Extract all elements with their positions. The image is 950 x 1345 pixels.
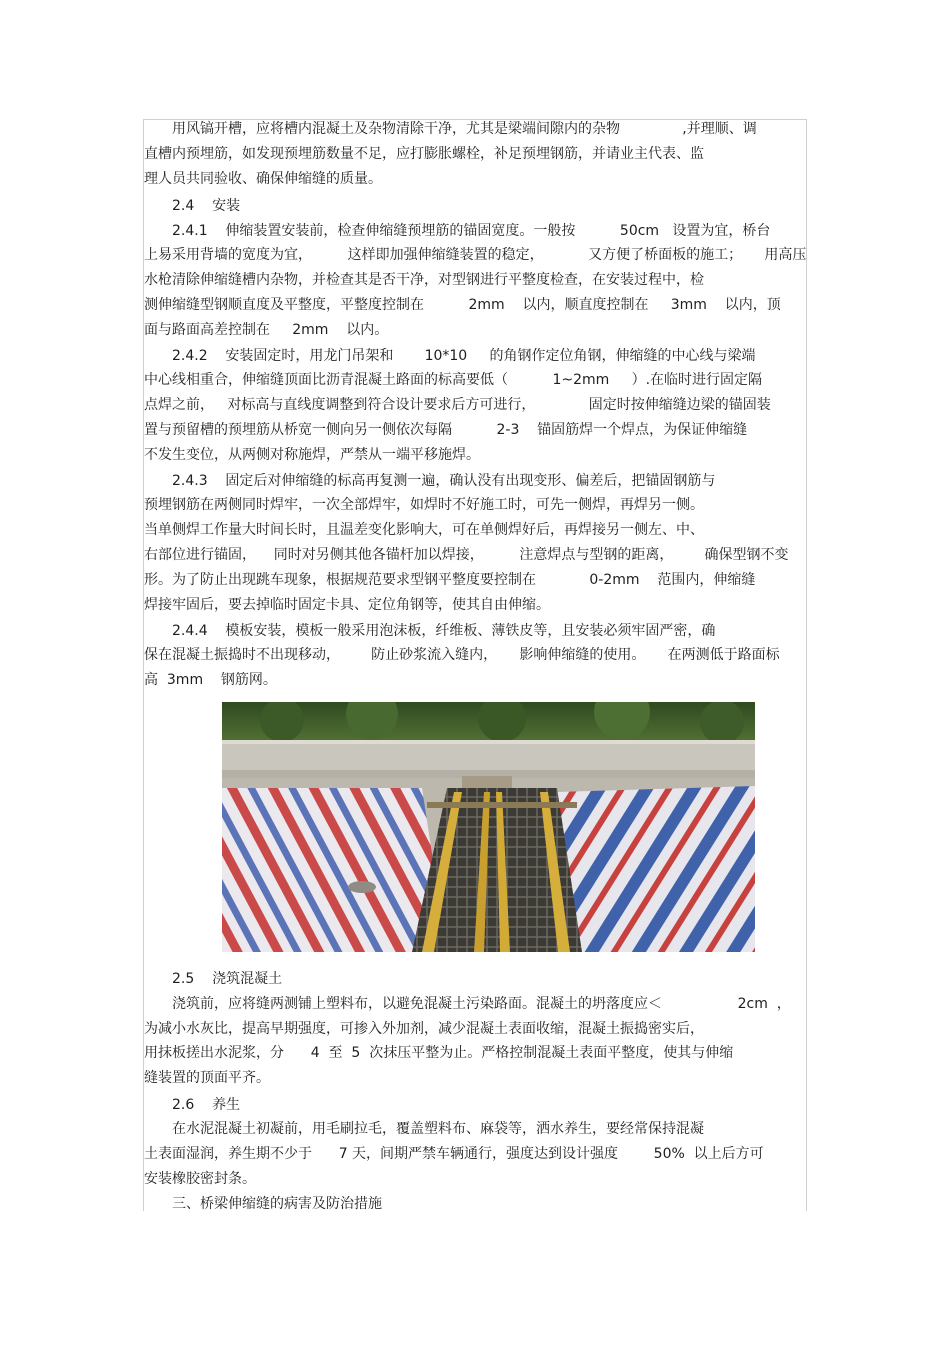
positioning-angle-steel <box>427 802 577 808</box>
text-line: 在水泥混凝土初凝前，用毛刷拉毛，覆盖塑料布、麻袋等，洒水养生，要经常保持混凝 <box>172 1121 704 1137</box>
text-line: 浇筑前，应将缝两测铺上塑料布，以避免混凝土污染路面。混凝土的坍落度应＜ 2cm ， <box>172 996 791 1012</box>
text-line: 点焊之前， 对标高与直线度调整到符合设计要求后方可进行， 固定时按伸缩缝边梁的锚固装 <box>144 397 771 413</box>
text-line: 理人员共同验收、确保伸缩缝的质量。 <box>144 171 382 187</box>
text-line: 水枪清除伸缩缝槽内杂物，并检查其是否干净，对型钢进行平整度检查，在安装过程中，检 <box>144 272 704 288</box>
text-line: 2.4.2 安装固定时，用龙门吊架和 10*10 的角钢作定位角钢，伸缩缝的中心线与梁端 <box>172 348 756 364</box>
expansion-joint-photo-illustration <box>222 702 755 952</box>
text-line: 用抹板搓出水泥浆，分 4 至 5 次抹压平整为止。严格控制混凝土表面平整度，使其与伸缩 <box>144 1045 734 1061</box>
bridge-parapet <box>222 740 755 774</box>
tarp-left <box>222 788 447 952</box>
text-line: 当单侧焊工作量大时间长时，且温差变化影响大，可在单侧焊好后，再焊接另一侧左、中、 <box>144 522 704 538</box>
text-line: 预埋钢筋在两侧同时焊牢，一次全部焊牢，如焊时不好施工时，可先一侧焊，再焊另一侧。 <box>144 497 704 513</box>
text-line: 2.4.4 模板安装，模板一般采用泡沫板，纤维板、薄铁皮等，且安装必须牢固严密，确 <box>172 623 716 639</box>
text-line: 置与预留槽的预埋筋从桥宽一侧向另一侧依次每隔 2-3 锚固筋焊一个焊点，为保证伸缩缝 <box>144 422 748 438</box>
text-line: 面与路面高差控制在 2mm 以内。 <box>144 322 389 338</box>
text-line: 形。为了防止出现跳车现象，根据规范要求型钢平整度要控制在 0-2mm 范围内，伸缩缝 <box>144 572 756 588</box>
text-line: 上易采用背墙的宽度为宜， 这样即加强伸缩缝装置的稳定， 又方便了桥面板的施工； 用高压 <box>144 247 807 263</box>
text-line: 直槽内预埋筋，如发现预埋筋数量不足，应打膨胀螺栓，补足预埋钢筋，并请业主代表、监 <box>144 146 704 162</box>
text-line: 安装橡胶密封条。 <box>144 1171 256 1187</box>
text-line: 用风镐开槽，应将槽内混凝土及杂物清除干净，尤其是梁端间隙内的杂物 ,并理顺、调 <box>172 121 757 137</box>
text-line: 保在混凝土振捣时不出现移动， 防止砂浆流入缝内， 影响伸缩缝的使用。 在两测低于路面标 <box>144 647 780 663</box>
section-heading: 2.6 养生 <box>172 1097 241 1113</box>
section-heading: 2.5 浇筑混凝土 <box>172 971 283 987</box>
chapter-heading: 三、桥梁伸缩缝的病害及防治措施 <box>172 1196 382 1212</box>
text-line: 2.4.3 固定后对伸缩缝的标高再复测一遍，确认没有出现变形、偏差后，把锚固钢筋与 <box>172 473 716 489</box>
text-line: 土表面湿润，养生期不少于 7 天，间期严禁车辆通行，强度达到设计强度 50% 以上后方可 <box>144 1146 764 1162</box>
section-heading: 2.4 安装 <box>172 198 241 214</box>
page-frame-right <box>806 119 807 1211</box>
text-line: 2.4.1 伸缩装置安装前，检查伸缩缝预埋筋的锚固宽度。一般按 50cm 设置为宜，桥台 <box>172 223 771 239</box>
text-line: 高 3mm 钢筋网。 <box>144 672 277 688</box>
text-line: 缝装置的顶面平齐。 <box>144 1070 270 1086</box>
text-line: 中心线相重合，伸缩缝顶面比沥青混凝土路面的标高要低（ 1~2mm ）.在临时进行固定隔 <box>144 372 763 388</box>
text-line: 右部位进行锚固， 同时对另侧其他各锚杆加以焊接， 注意焊点与型钢的距离， 确保型钢不变 <box>144 547 789 563</box>
text-line: 测伸缩缝型钢顺直度及平整度，平整度控制在 2mm 以内，顺直度控制在 3mm 以内，顶 <box>144 297 781 313</box>
tarp-right <box>552 786 755 952</box>
text-line: 不发生变位，从两侧对称施焊，严禁从一端平移施焊。 <box>144 447 480 463</box>
expansion-joint-photo <box>222 702 755 952</box>
text-line: 为减小水灰比，提高早期强度，可掺入外加剂，减少混凝土表面收缩，混凝土振捣密实后， <box>144 1021 704 1037</box>
text-line: 焊接牢固后，要去掉临时固定卡具、定位角钢等，使其自由伸缩。 <box>144 597 550 613</box>
